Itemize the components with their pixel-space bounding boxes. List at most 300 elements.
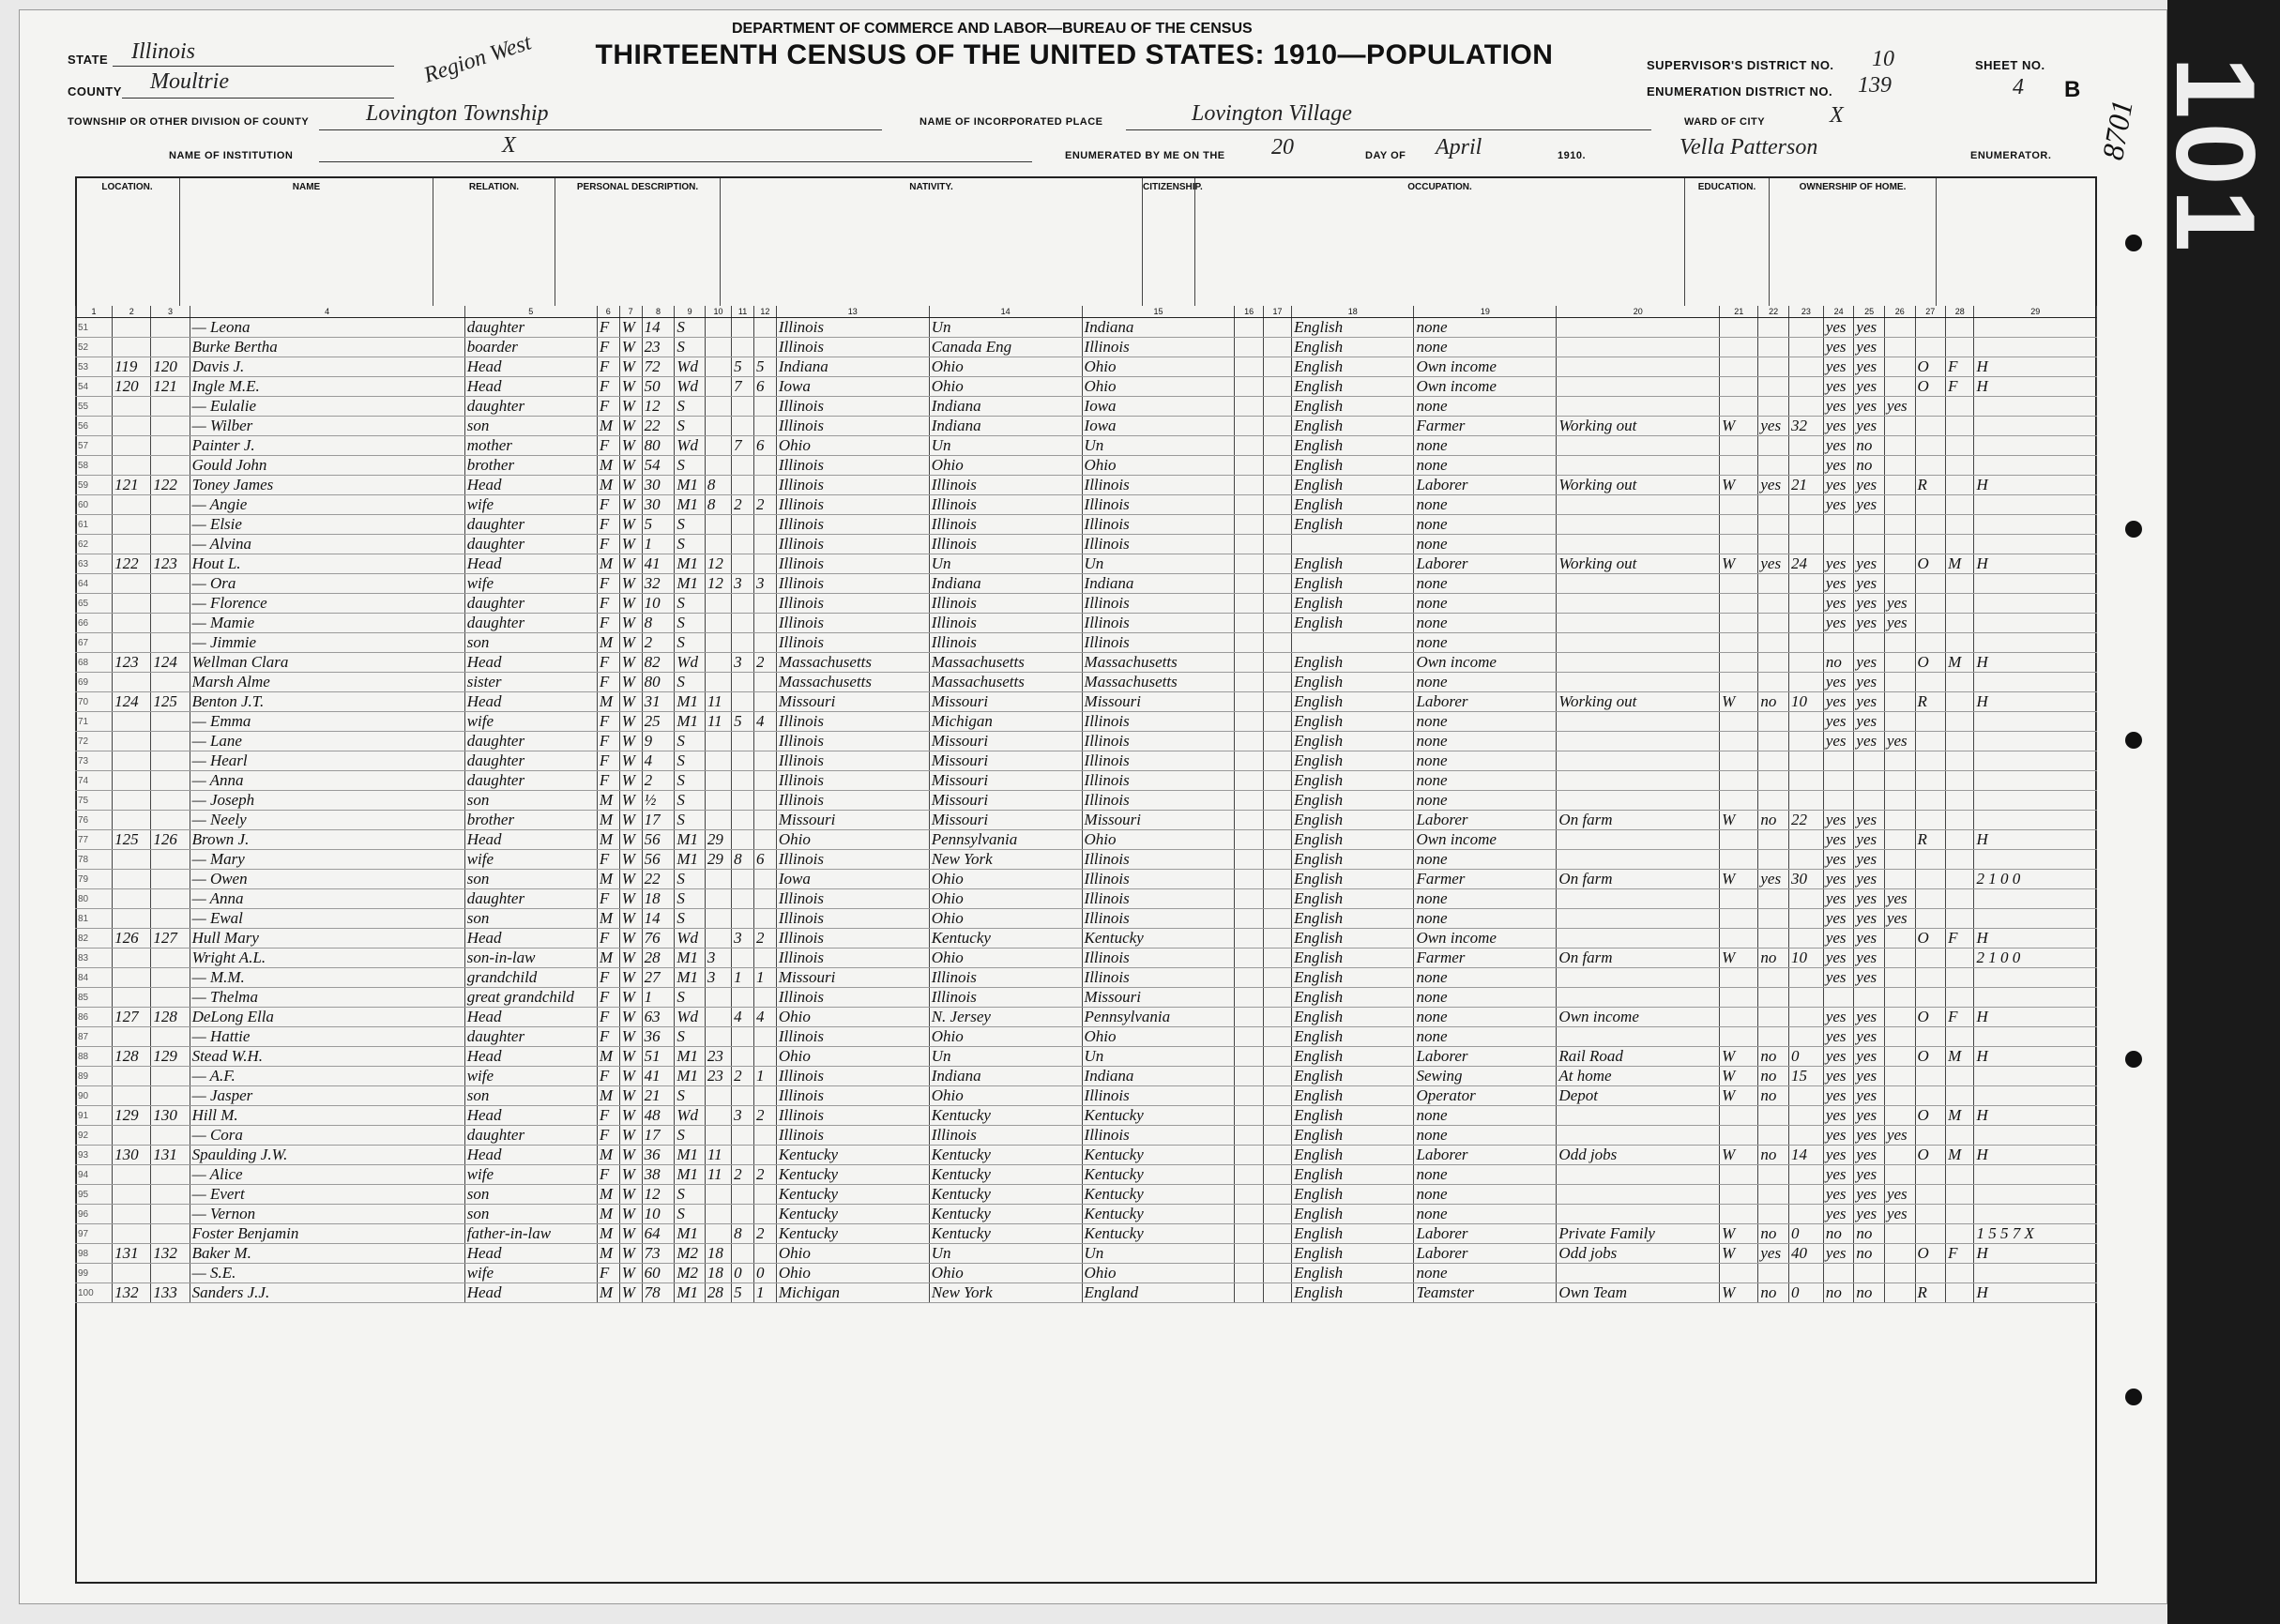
cell-fam (151, 515, 190, 535)
cell-ms: Wd (675, 1106, 706, 1126)
cell-lang: English (1292, 515, 1414, 535)
cell-ms: Wd (675, 653, 706, 673)
cell-wk (1758, 968, 1789, 988)
cell-write (1854, 988, 1885, 1008)
cell-race: W (619, 909, 642, 929)
cell-free (1946, 476, 1974, 495)
cell-lang: English (1292, 495, 1414, 515)
cell-ms: S (675, 870, 706, 889)
cell-age: 30 (642, 476, 675, 495)
cell-yrs: 12 (705, 574, 731, 594)
cell-ch (732, 554, 754, 574)
cell-free (1946, 1264, 1974, 1283)
cell-sch (1884, 1224, 1915, 1244)
cell-age: 80 (642, 436, 675, 456)
cell-liv (753, 1146, 776, 1165)
cell-rel: daughter (464, 751, 597, 771)
township-line (319, 129, 882, 130)
punch-hole (2125, 1051, 2142, 1068)
cell-bp: Illinois (776, 397, 929, 417)
cell-free: M (1946, 554, 1974, 574)
cell-rel: Head (464, 653, 597, 673)
cell-occ: none (1414, 1126, 1557, 1146)
cell-c16 (1263, 1185, 1291, 1205)
cell-bpf: Kentucky (929, 1146, 1082, 1165)
cell-occ: none (1414, 594, 1557, 614)
place-line (1126, 129, 1651, 130)
cell-occ: Operator (1414, 1086, 1557, 1106)
cell-own (1915, 397, 1946, 417)
cell-race: W (619, 712, 642, 732)
cell-fam (151, 436, 190, 456)
cell-bpm: Ohio (1082, 1264, 1235, 1283)
cell-yrs (705, 1185, 731, 1205)
cell-bpm: Illinois (1082, 535, 1235, 554)
cell-name: — S.E. (190, 1264, 464, 1283)
cell-rel: son (464, 633, 597, 653)
cell-free (1946, 712, 1974, 732)
cell-free (1946, 1086, 1974, 1106)
cell-sex: F (597, 338, 619, 357)
cell-sch (1884, 1165, 1915, 1185)
cell-c15 (1235, 1146, 1263, 1165)
cell-emp (1720, 377, 1758, 397)
cell-fam: 132 (151, 1244, 190, 1264)
cell-age: 36 (642, 1146, 675, 1165)
cell-ms: S (675, 889, 706, 909)
cell-write: yes (1854, 1106, 1885, 1126)
cell-rel: daughter (464, 732, 597, 751)
cell-ind (1557, 712, 1720, 732)
cell-own (1915, 417, 1946, 436)
cell-liv: 2 (753, 929, 776, 949)
cell-bpf: Illinois (929, 633, 1082, 653)
cell-n: 62 (76, 535, 113, 554)
cell-bpf: Un (929, 1244, 1082, 1264)
cell-n: 53 (76, 357, 113, 377)
cell-ind (1557, 397, 1720, 417)
cell-n: 76 (76, 811, 113, 830)
cell-emp (1720, 535, 1758, 554)
cell-read: yes (1823, 574, 1854, 594)
cell-bpf: Missouri (929, 732, 1082, 751)
cell-bp: Illinois (776, 614, 929, 633)
cell-farm (1974, 1205, 2097, 1224)
cell-sex: F (597, 515, 619, 535)
cell-wks: 40 (1788, 1244, 1823, 1264)
cell-name: Stead W.H. (190, 1047, 464, 1067)
cell-bp: Massachusetts (776, 673, 929, 692)
cell-n: 92 (76, 1126, 113, 1146)
cell-name: — Eulalie (190, 397, 464, 417)
cell-sex: M (597, 476, 619, 495)
cell-write: no (1854, 1244, 1885, 1264)
cell-dw (113, 1185, 151, 1205)
cell-ch: 8 (732, 1224, 754, 1244)
cell-fam (151, 712, 190, 732)
cell-farm (1974, 1027, 2097, 1047)
cell-write: yes (1854, 1008, 1885, 1027)
cell-yrs (705, 653, 731, 673)
cell-rel: Head (464, 1106, 597, 1126)
table-row (76, 377, 2097, 397)
cell-bpm: Illinois (1082, 338, 1235, 357)
cell-lang: English (1292, 574, 1414, 594)
cell-emp: W (1720, 1146, 1758, 1165)
cell-yrs: 29 (705, 830, 731, 850)
cell-read: yes (1823, 850, 1854, 870)
cell-sch (1884, 633, 1915, 653)
cell-c16 (1263, 1264, 1291, 1283)
cell-read: yes (1823, 614, 1854, 633)
cell-own: O (1915, 357, 1946, 377)
cell-race: W (619, 968, 642, 988)
cell-fam (151, 594, 190, 614)
cell-c16 (1263, 456, 1291, 476)
cell-sex: F (597, 1008, 619, 1027)
cell-race: W (619, 1244, 642, 1264)
cell-bpf: Un (929, 554, 1082, 574)
cell-age: 12 (642, 397, 675, 417)
cell-liv (753, 732, 776, 751)
cell-bp: Illinois (776, 988, 929, 1008)
cell-wk (1758, 673, 1789, 692)
cell-dw: 128 (113, 1047, 151, 1067)
cell-emp: W (1720, 1047, 1758, 1067)
cell-ind (1557, 1106, 1720, 1126)
cell-wk (1758, 712, 1789, 732)
cell-ind (1557, 436, 1720, 456)
table-row (76, 1244, 2097, 1264)
cell-liv (753, 476, 776, 495)
cell-sch (1884, 653, 1915, 673)
cell-ch (732, 692, 754, 712)
cell-n: 94 (76, 1165, 113, 1185)
cell-read: yes (1823, 830, 1854, 850)
cell-n: 80 (76, 889, 113, 909)
cell-emp: W (1720, 1067, 1758, 1086)
cell-bpm: Indiana (1082, 574, 1235, 594)
cell-bpm: Illinois (1082, 1086, 1235, 1106)
table-row (76, 850, 2097, 870)
table-row (76, 673, 2097, 692)
cell-ms: S (675, 633, 706, 653)
cell-age: 1 (642, 535, 675, 554)
cell-occ: none (1414, 988, 1557, 1008)
cell-fam: 124 (151, 653, 190, 673)
cell-name: Hout L. (190, 554, 464, 574)
cell-c16 (1263, 614, 1291, 633)
cell-farm (1974, 889, 2097, 909)
cell-sex: F (597, 929, 619, 949)
cell-ms: S (675, 909, 706, 929)
cell-wk (1758, 929, 1789, 949)
cell-farm (1974, 495, 2097, 515)
cell-age: 54 (642, 456, 675, 476)
cell-ch: 3 (732, 1106, 754, 1126)
cell-emp: W (1720, 1283, 1758, 1303)
cell-own (1915, 968, 1946, 988)
cell-race: W (619, 653, 642, 673)
cell-age: 31 (642, 692, 675, 712)
cell-n: 78 (76, 850, 113, 870)
column-number: 16 (1235, 306, 1263, 318)
cell-sch: yes (1884, 909, 1915, 929)
cell-liv (753, 909, 776, 929)
cell-free (1946, 318, 1974, 338)
cell-lang: English (1292, 1205, 1414, 1224)
cell-age: 25 (642, 712, 675, 732)
cell-liv (753, 614, 776, 633)
cell-write (1854, 515, 1885, 535)
column-number: 26 (1884, 306, 1915, 318)
punch-hole (2125, 732, 2142, 749)
cell-emp (1720, 771, 1758, 791)
cell-liv: 2 (753, 1165, 776, 1185)
column-number-row (76, 306, 2097, 318)
state-value: Illinois (131, 39, 196, 64)
cell-c16 (1263, 1146, 1291, 1165)
cell-age: 41 (642, 554, 675, 574)
cell-ch: 7 (732, 436, 754, 456)
cell-name: Sanders J.J. (190, 1283, 464, 1303)
cell-rel: son (464, 791, 597, 811)
cell-wk: no (1758, 1283, 1789, 1303)
cell-wk (1758, 1027, 1789, 1047)
cell-c16 (1263, 1008, 1291, 1027)
cell-sch: yes (1884, 614, 1915, 633)
cell-wk (1758, 495, 1789, 515)
cell-read (1823, 988, 1854, 1008)
cell-race: W (619, 476, 642, 495)
cell-read: yes (1823, 1205, 1854, 1224)
cell-read (1823, 791, 1854, 811)
cell-yrs (705, 515, 731, 535)
cell-free (1946, 673, 1974, 692)
cell-n: 81 (76, 909, 113, 929)
cell-dw (113, 633, 151, 653)
cell-yrs (705, 1126, 731, 1146)
cell-emp (1720, 929, 1758, 949)
cell-sex: F (597, 614, 619, 633)
cell-wk (1758, 515, 1789, 535)
cell-ch (732, 1047, 754, 1067)
cell-bpm: Illinois (1082, 949, 1235, 968)
cell-liv (753, 889, 776, 909)
cell-rel: daughter (464, 1027, 597, 1047)
cell-own (1915, 456, 1946, 476)
cell-yrs (705, 791, 731, 811)
cell-fam: 129 (151, 1047, 190, 1067)
cell-bp: Ohio (776, 1264, 929, 1283)
cell-ms: S (675, 1086, 706, 1106)
cell-emp (1720, 574, 1758, 594)
cell-occ: none (1414, 515, 1557, 535)
cell-rel: father-in-law (464, 1224, 597, 1244)
table-row (76, 751, 2097, 771)
cell-sch: yes (1884, 889, 1915, 909)
cell-sex: M (597, 1047, 619, 1067)
cell-bp: Ohio (776, 436, 929, 456)
cell-race: W (619, 515, 642, 535)
table-row (76, 397, 2097, 417)
cell-sch: yes (1884, 732, 1915, 751)
cell-race: W (619, 732, 642, 751)
cell-sex: M (597, 456, 619, 476)
cell-lang: English (1292, 791, 1414, 811)
cell-name: Davis J. (190, 357, 464, 377)
cell-emp (1720, 515, 1758, 535)
cell-wk (1758, 1264, 1789, 1283)
cell-rel: grandchild (464, 968, 597, 988)
cell-farm (1974, 850, 2097, 870)
cell-farm: 2 1 0 0 (1974, 949, 2097, 968)
cell-name: — Emma (190, 712, 464, 732)
cell-bpf: Missouri (929, 751, 1082, 771)
cell-write: yes (1854, 732, 1885, 751)
cell-rel: Head (464, 554, 597, 574)
column-number: 28 (1946, 306, 1974, 318)
cell-age: 41 (642, 1067, 675, 1086)
cell-bpm: Un (1082, 436, 1235, 456)
cell-rel: Head (464, 692, 597, 712)
table-row (76, 456, 2097, 476)
cell-own (1915, 535, 1946, 554)
cell-rel: Head (464, 830, 597, 850)
cell-occ: none (1414, 574, 1557, 594)
cell-liv (753, 811, 776, 830)
cell-rel: wife (464, 850, 597, 870)
cell-write (1854, 791, 1885, 811)
cell-farm (1974, 397, 2097, 417)
cell-fam: 126 (151, 830, 190, 850)
cell-bp: Illinois (776, 594, 929, 614)
cell-bpf: New York (929, 1283, 1082, 1303)
table-row (76, 1224, 2097, 1244)
table-row (76, 909, 2097, 929)
cell-lang: English (1292, 357, 1414, 377)
cell-bpm: Missouri (1082, 811, 1235, 830)
cell-write: yes (1854, 1165, 1885, 1185)
cell-occ: Sewing (1414, 1067, 1557, 1086)
cell-bpm: Illinois (1082, 594, 1235, 614)
cell-wk (1758, 988, 1789, 1008)
cell-c15 (1235, 633, 1263, 653)
cell-dw (113, 495, 151, 515)
cell-ch (732, 949, 754, 968)
cell-bpm: Illinois (1082, 476, 1235, 495)
cell-c16 (1263, 397, 1291, 417)
cell-c15 (1235, 811, 1263, 830)
cell-bpf: Kentucky (929, 1185, 1082, 1205)
cell-fam: 125 (151, 692, 190, 712)
cell-dw: 124 (113, 692, 151, 712)
cell-race: W (619, 1027, 642, 1047)
cell-ind (1557, 1185, 1720, 1205)
cell-own: O (1915, 554, 1946, 574)
table-row (76, 594, 2097, 614)
cell-race: W (619, 870, 642, 889)
cell-c16 (1263, 436, 1291, 456)
cell-lang: English (1292, 1264, 1414, 1283)
cell-fam (151, 1027, 190, 1047)
cell-own: O (1915, 377, 1946, 397)
cell-read: yes (1823, 1086, 1854, 1106)
cell-yrs: 18 (705, 1244, 731, 1264)
cell-lang: English (1292, 456, 1414, 476)
cell-lang: English (1292, 338, 1414, 357)
cell-emp (1720, 633, 1758, 653)
cell-wk (1758, 653, 1789, 673)
cell-fam: 123 (151, 554, 190, 574)
cell-wk (1758, 456, 1789, 476)
cell-c15 (1235, 850, 1263, 870)
sheet-letter: B (2064, 77, 2081, 102)
cell-write: yes (1854, 712, 1885, 732)
cell-own (1915, 1185, 1946, 1205)
cell-emp (1720, 357, 1758, 377)
cell-c16 (1263, 594, 1291, 614)
cell-sex: M (597, 633, 619, 653)
cell-age: 63 (642, 1008, 675, 1027)
cell-wk (1758, 850, 1789, 870)
punch-hole (2125, 235, 2142, 251)
cell-bpf: Ohio (929, 1086, 1082, 1106)
cell-fam: 122 (151, 476, 190, 495)
cell-sex: M (597, 909, 619, 929)
cell-rel: son-in-law (464, 949, 597, 968)
cell-write (1854, 771, 1885, 791)
cell-wks (1788, 830, 1823, 850)
cell-sch (1884, 949, 1915, 968)
cell-c16 (1263, 357, 1291, 377)
cell-farm: H (1974, 692, 2097, 712)
cell-wks: 15 (1788, 1067, 1823, 1086)
cell-age: ½ (642, 791, 675, 811)
cell-own (1915, 1205, 1946, 1224)
cell-occ: Laborer (1414, 811, 1557, 830)
cell-emp (1720, 1027, 1758, 1047)
sheet-label: SHEET NO. (1975, 58, 2045, 72)
cell-ms: S (675, 751, 706, 771)
cell-free (1946, 1067, 1974, 1086)
cell-name: — Anna (190, 771, 464, 791)
cell-ind: On farm (1557, 949, 1720, 968)
cell-write: yes (1854, 574, 1885, 594)
cell-ch (732, 870, 754, 889)
cell-age: 48 (642, 1106, 675, 1126)
cell-occ: Laborer (1414, 1244, 1557, 1264)
cell-free: M (1946, 1146, 1974, 1165)
cell-wks (1788, 988, 1823, 1008)
cell-lang: English (1292, 692, 1414, 712)
cell-ind (1557, 1205, 1720, 1224)
cell-ms: S (675, 515, 706, 535)
cell-dw: 121 (113, 476, 151, 495)
cell-ch (732, 1146, 754, 1165)
cell-farm (1974, 988, 2097, 1008)
table-row (76, 417, 2097, 436)
cell-age: 22 (642, 417, 675, 436)
cell-c16 (1263, 909, 1291, 929)
cell-lang (1292, 535, 1414, 554)
cell-occ: none (1414, 673, 1557, 692)
cell-free: F (1946, 929, 1974, 949)
cell-age: 30 (642, 495, 675, 515)
cell-write: yes (1854, 653, 1885, 673)
cell-own (1915, 771, 1946, 791)
cell-dw: 119 (113, 357, 151, 377)
